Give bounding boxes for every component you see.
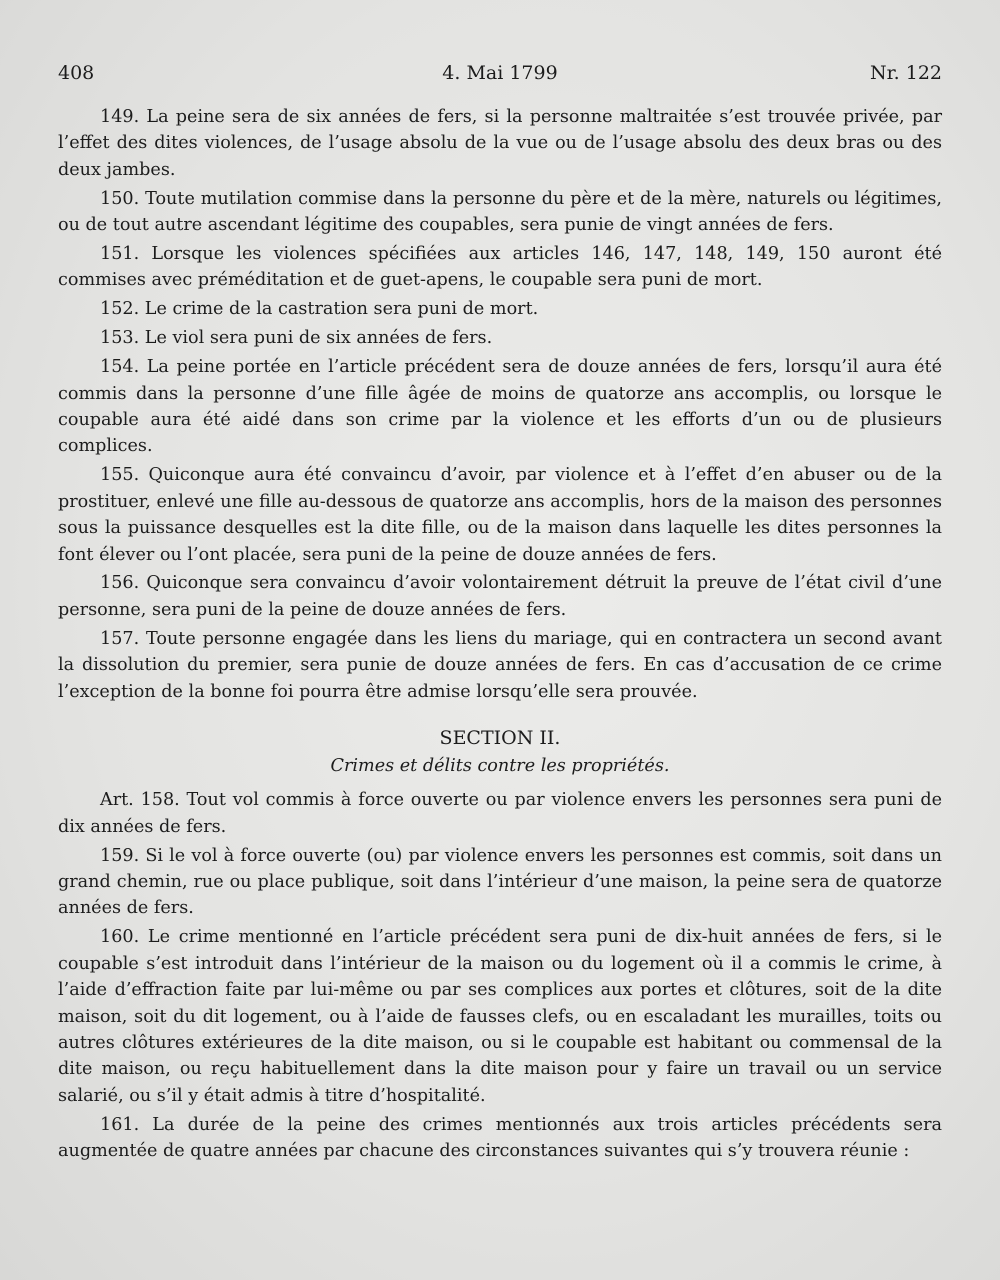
article-159: 159. Si le vol à force ouverte (ou) par violence envers les personnes est commis, soit dans un grand chemin, rue ou place publique, soit dans l’intérieur d’une maison, la peine sera de quatorze années de fers. — [58, 845, 942, 919]
article-149: 149. La peine sera de six années de fers, si la personne maltraitée s’est trouvée privée, par l’effet des dites violences, de l’usage absolu de la vue ou de l’usage absolu des deux bras ou des deux jambes. — [58, 107, 942, 180]
article-156: 156. Quiconque sera convaincu d’avoir volontairement détruit la preuve de l’état civil d’une personne, sera puni de la peine de douze années de fers. — [58, 573, 942, 620]
article-155: 155. Quiconque aura été convaincu d’avoir, par violence et à l’effet d’en abuser ou de la prostituer, enlevé une fille au-dessous de quatorze ans accomplis, hors de la maison des personnes sous la puissance desquelles est la dite fille, ou de la maison dans laquelle les dites personnes la font élever ou l’ont placée, sera puni de la peine de douze années de fers. — [58, 465, 942, 565]
article-153: 153. Le viol sera puni de six années de fers. — [100, 328, 493, 349]
header-date: 4. Mai 1799 — [442, 62, 558, 84]
article-150: 150. Toute mutilation commise dans la personne du père et de la mère, naturels ou légitimes, ou de tout autre ascendant légitime des coupables, sera punie de vingt années de fers. — [58, 188, 942, 236]
page-header — [58, 62, 942, 92]
article-157: 157. Toute personne engagée dans les liens du mariage, qui en contractera un second avant la dissolution du premier, sera punie de douze années de fers. En cas d’accusation de ce crime l’exception de la bonne foi pourra être admise lorsqu’elle sera prouvée. — [58, 628, 942, 702]
page-number: 408 — [58, 62, 95, 84]
document-number: Nr. 122 — [870, 62, 942, 84]
article-154: 154. La peine portée en l’article précédent sera de douze années de fers, lorsqu’il aura été commis dans la personne d’une fille âgée de moins de quatorze ans accomplis, ou lorsque le coupable aura été aidé dans son crime par la violence et les efforts d’un ou de plusieurs complices. — [58, 357, 942, 457]
body-text — [58, 104, 942, 1167]
article-160: 160. Le crime mentionné en l’article précédent sera puni de dix-huit années de fers, si le coupable s’est introduit dans l’intérieur de la maison ou du logement où il a commis le crime, à l’aide d’effraction faite par lui-même ou par ses complices aux portes et clôtures, soit de la dite maison, soit du dit logement, ou à l’aide de fausses clefs, ou en escaladant les murailles, toits ou autres clôtures extérieures de la dite maison, ou si le coupable est habitant ou commensal de la dite maison, ou reçu habituellement dans la dite maison pour y faire un travail ou un service salarié, ou s’il y était admis à titre d’hospitalité. — [58, 927, 942, 1106]
section-subheading: Crimes et délits contre les propriétés. — [330, 755, 670, 776]
section-heading: SECTION II. — [439, 726, 561, 749]
article-158: Art. 158. Tout vol commis à force ouverte ou par violence envers les personnes sera puni de dix années de fers. — [58, 790, 942, 837]
article-151: 151. Lorsque les violences spécifiées aux articles 146, 147, 148, 149, 150 auront été commises avec préméditation et de guet-apens, le coupable sera puni de mort. — [58, 244, 942, 291]
article-152: 152. Le crime de la castration sera puni de mort. — [100, 299, 539, 320]
article-161: 161. La durée de la peine des crimes mentionnés aux trois articles précédents sera augmentée de quatre années par chacune des circonstances suivantes qui s’y trouvera réunie : — [58, 1114, 942, 1162]
